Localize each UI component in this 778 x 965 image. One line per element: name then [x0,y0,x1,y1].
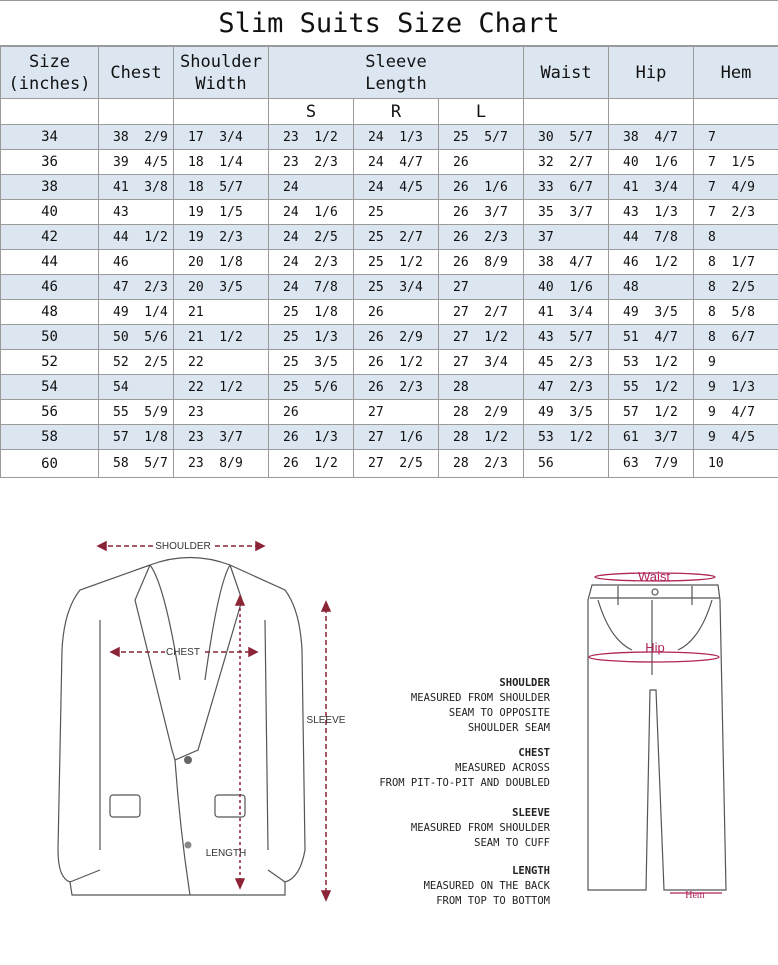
measurement-cell: 18 5/7 [174,175,269,200]
measurement-cell: 21 [174,300,269,325]
measurement-cell: 24 2/5 [269,225,354,250]
measurement-cell: 22 1/2 [174,375,269,400]
subheader-blank [694,99,778,125]
subheader-blank [1,99,99,125]
measurement-cell: 26 1/6 [439,175,524,200]
header-chest: Chest [99,47,174,99]
table-row [1,275,778,300]
subheader-blank [99,99,174,125]
header-hem: Hem [694,47,778,99]
table-row [1,175,778,200]
header-hip: Hip [609,47,694,99]
measurement-arrows [98,542,330,900]
measurement-cell: 51 4/7 [609,325,694,350]
measurement-cell: 7 4/9 [694,175,778,200]
measurement-cell: 55 1/2 [609,375,694,400]
description-line: MEASURED FROM SHOULDER [345,821,550,836]
table-row [1,425,778,450]
table-row [1,325,778,350]
measurement-cell: 23 8/9 [174,450,269,478]
measurement-cell: 27 1/6 [354,425,439,450]
measurement-cell: 23 1/2 [269,125,354,150]
measurement-cell: 63 7/9 [609,450,694,478]
measurement-cell: 56 [524,450,609,478]
size-cell: 58 [1,425,99,450]
size-cell: 50 [1,325,99,350]
measurement-cell: 25 1/2 [354,250,439,275]
measurement-cell: 26 1/2 [354,350,439,375]
measurement-cell: 49 3/5 [524,400,609,425]
measurement-cell: 24 7/8 [269,275,354,300]
measurement-cell: 23 [174,400,269,425]
measurement-cell: 43 [99,200,174,225]
measurement-cell: 9 [694,350,778,375]
size-cell: 34 [1,125,99,150]
chest-label: CHEST [166,647,200,658]
measurement-cell: 44 1/2 [99,225,174,250]
description-line: SEAM TO CUFF [345,836,550,851]
shoulder-label: SHOULDER [155,541,211,552]
measurement-cell: 25 5/6 [269,375,354,400]
description-line: MEASURED FROM SHOULDER [345,691,550,706]
measurement-cell: 58 5/7 [99,450,174,478]
measurement-cell: 32 2/7 [524,150,609,175]
header-size: Size (inches) [1,47,99,99]
table-row [1,250,778,275]
size-cell: 36 [1,150,99,175]
measurement-cell: 33 6/7 [524,175,609,200]
measurement-cell: 25 3/5 [269,350,354,375]
table-row [1,125,778,150]
table-row [1,300,778,325]
measurement-cell: 38 4/7 [524,250,609,275]
measurement-cell: 23 2/3 [269,150,354,175]
measurement-cell: 24 1/3 [354,125,439,150]
measurement-cell: 41 3/4 [609,175,694,200]
size-cell: 60 [1,450,99,478]
table-row [1,225,778,250]
description-block [345,676,550,736]
hem-label: Hem [685,890,705,901]
description-line: FROM PIT-TO-PIT AND DOUBLED [345,776,550,791]
header-sleeve-length: Sleeve Length [269,47,524,99]
pants-arrows [589,573,722,893]
measurement-cell: 53 1/2 [524,425,609,450]
measurement-cell: 44 7/8 [609,225,694,250]
measurement-cell: 26 1/3 [269,425,354,450]
measurement-cell: 27 1/2 [439,325,524,350]
size-cell: 38 [1,175,99,200]
jacket-button [185,842,192,849]
measurement-cell: 39 4/5 [99,150,174,175]
table-row [1,450,778,478]
measurement-cell: 7 [694,125,778,150]
jacket-illustration [58,558,305,896]
description-block [345,806,550,851]
measurement-cell: 9 4/5 [694,425,778,450]
measurement-cell: 19 2/3 [174,225,269,250]
size-cell: 42 [1,225,99,250]
pants-illustration [588,585,726,890]
hip-label: Hip [645,640,665,655]
measurement-cell: 24 4/5 [354,175,439,200]
table-row [1,350,778,375]
measurement-cell: 24 [269,175,354,200]
measurement-cell: 27 3/4 [439,350,524,375]
description-heading: SHOULDER [345,676,550,691]
description-line: SEAM TO OPPOSITE [345,706,550,721]
measurement-cell: 26 2/3 [439,225,524,250]
measurement-cell: 43 1/3 [609,200,694,225]
measurement-cell: 61 3/7 [609,425,694,450]
size-cell: 56 [1,400,99,425]
measurement-cell: 55 5/9 [99,400,174,425]
measurement-cell: 7 1/5 [694,150,778,175]
measurement-cell: 50 5/6 [99,325,174,350]
size-cell: 52 [1,350,99,375]
description-line: SHOULDER SEAM [345,721,550,736]
measurement-cell: 26 [439,150,524,175]
measurement-cell: 57 1/8 [99,425,174,450]
size-cell: 40 [1,200,99,225]
size-cell: 46 [1,275,99,300]
measurement-cell: 8 [694,225,778,250]
table-row [1,150,778,175]
measurement-cell: 26 2/9 [354,325,439,350]
size-cell: 54 [1,375,99,400]
measurement-cell: 26 1/2 [269,450,354,478]
measurement-cell: 45 2/3 [524,350,609,375]
subheader-blank [174,99,269,125]
measurement-cell: 26 [269,400,354,425]
measurement-cell: 47 2/3 [99,275,174,300]
measurement-cell: 46 1/2 [609,250,694,275]
measurement-cell: 30 5/7 [524,125,609,150]
measurement-cell: 22 [174,350,269,375]
header-shoulder-width: Shoulder Width [174,47,269,99]
measurement-cell: 26 8/9 [439,250,524,275]
measurement-cell: 9 4/7 [694,400,778,425]
measurement-cell: 54 [99,375,174,400]
measurement-cell: 25 1/3 [269,325,354,350]
subheader-sleeve-r: R [354,99,439,125]
description-line: MEASURED ACROSS [345,761,550,776]
measurement-cell: 25 5/7 [439,125,524,150]
measurement-cell: 28 [439,375,524,400]
measurement-cell: 20 3/5 [174,275,269,300]
measurement-cell: 38 4/7 [609,125,694,150]
measurement-cell: 25 3/4 [354,275,439,300]
measurement-cell: 26 2/3 [354,375,439,400]
measurement-cell: 9 1/3 [694,375,778,400]
measurement-cell: 25 [354,200,439,225]
measurement-cell: 27 2/5 [354,450,439,478]
measurement-cell: 25 2/7 [354,225,439,250]
measurement-cell: 21 1/2 [174,325,269,350]
table-row [1,200,778,225]
measurement-cell: 24 2/3 [269,250,354,275]
subheader-sleeve-l: L [439,99,524,125]
length-label: LENGTH [206,848,247,859]
measurement-cell: 25 1/8 [269,300,354,325]
jacket-button [184,756,192,764]
measurement-cell: 46 [99,250,174,275]
measurement-cell: 8 6/7 [694,325,778,350]
table-row [1,375,778,400]
waist-label: Waist [638,569,670,584]
measurement-cell: 8 1/7 [694,250,778,275]
measurement-cell: 28 2/3 [439,450,524,478]
measurement-cell: 8 2/5 [694,275,778,300]
size-table [0,46,778,478]
measurement-diagram [0,510,778,960]
measurement-cell: 17 3/4 [174,125,269,150]
subheader-blank [524,99,609,125]
measurement-cell: 38 2/9 [99,125,174,150]
measurement-cell: 19 1/5 [174,200,269,225]
measurement-cell: 24 4/7 [354,150,439,175]
description-heading: SLEEVE [345,806,550,821]
description-line: MEASURED ON THE BACK [345,879,550,894]
measurement-cell: 48 [609,275,694,300]
description-line: FROM TOP TO BOTTOM [345,894,550,909]
measurement-cell: 43 5/7 [524,325,609,350]
measurement-cell: 53 1/2 [609,350,694,375]
description-heading: CHEST [345,746,550,761]
measurement-cell: 52 2/5 [99,350,174,375]
measurement-cell: 41 3/8 [99,175,174,200]
subheader-blank [609,99,694,125]
measurement-cell: 37 [524,225,609,250]
measurement-cell: 35 3/7 [524,200,609,225]
sleeve-label: SLEEVE [307,715,346,726]
measurement-cell: 49 3/5 [609,300,694,325]
measurement-cell: 26 3/7 [439,200,524,225]
measurement-cell: 27 [354,400,439,425]
table-row [1,400,778,425]
measurement-cell: 40 1/6 [524,275,609,300]
measurement-cell: 28 2/9 [439,400,524,425]
description-heading: LENGTH [345,864,550,879]
measurement-cell: 49 1/4 [99,300,174,325]
measurement-cell: 23 3/7 [174,425,269,450]
size-cell: 48 [1,300,99,325]
measurement-cell: 18 1/4 [174,150,269,175]
description-block [345,864,550,909]
measurement-cell: 7 2/3 [694,200,778,225]
measurement-cell: 47 2/3 [524,375,609,400]
chart-title: Slim Suits Size Chart [0,0,778,46]
measurement-cell: 41 3/4 [524,300,609,325]
measurement-cell: 10 [694,450,778,478]
measurement-cell: 27 2/7 [439,300,524,325]
size-cell: 44 [1,250,99,275]
measurement-cell: 8 5/8 [694,300,778,325]
measurement-cell: 20 1/8 [174,250,269,275]
measurement-cell: 24 1/6 [269,200,354,225]
measurement-cell: 28 1/2 [439,425,524,450]
description-block [345,746,550,791]
measurement-cell: 57 1/2 [609,400,694,425]
measurement-cell: 40 1/6 [609,150,694,175]
measurement-cell: 27 [439,275,524,300]
header-waist: Waist [524,47,609,99]
measurement-cell: 26 [354,300,439,325]
subheader-sleeve-s: S [269,99,354,125]
